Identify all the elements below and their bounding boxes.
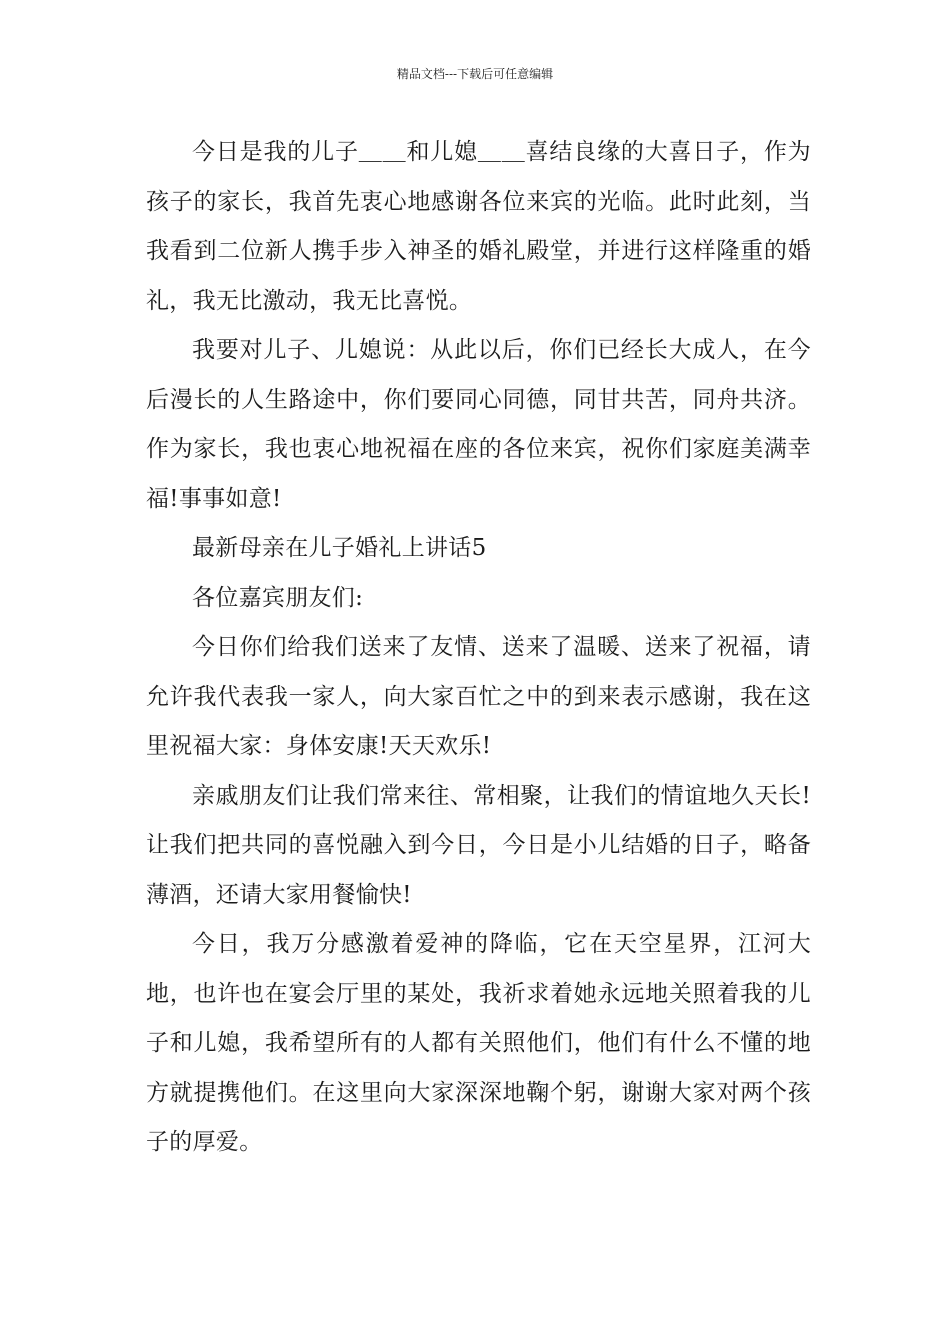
paragraph-opening-thanks: 今日是我的儿子＿＿和儿媳＿＿喜结良缘的大喜日子，作为孩子的家长，我首先衷心地感谢各位来宾的光临。此时此刻，当我看到二位新人携手步入神圣的婚礼殿堂，并进行这样隆重的婚礼，我无比激动，我无比喜悦。: [146, 139, 811, 314]
section-title: 最新母亲在儿子婚礼上讲话5: [192, 535, 487, 561]
paragraph-friends-relatives: 亲戚朋友们让我们常来往、常相聚，让我们的情谊地久天长!让我们把共同的喜悦融入到今日，今日是小儿结婚的日子，略备薄酒，还请大家用餐愉快!: [146, 782, 811, 908]
paragraph-closing-gratitude: 今日，我万分感激着爱神的降临，它在天空星界，江河大地，也许也在宴会厅里的某处，我祈求着她永远地关照着我的儿子和儿媳，我希望所有的人都有关照他们，他们有什么不懂的地方就提携他们。在这里向大家深深地鞠个躬，谢谢大家对两个孩子的厚爱。: [146, 931, 811, 1155]
document-body: [146, 128, 811, 1168]
paragraph-thanks-guests: 今日你们给我们送来了友情、送来了温暖、送来了祝福，请允许我代表我一家人，向大家百忙之中的到来表示感谢，我在这里祝福大家：身体安康!天天欢乐!: [146, 634, 811, 759]
paragraph-message-to-couple: 我要对儿子、儿媳说：从此以后，你们已经长大成人，在今后漫长的人生路途中，你们要同心同德，同甘共苦，同舟共济。作为家长，我也衷心地祝福在座的各位来宾，祝你们家庭美满幸福!事事如意!: [146, 337, 811, 512]
page-header: 精品文档---下载后可任意编辑: [396, 67, 554, 81]
salutation: 各位嘉宾朋友们:: [192, 584, 364, 611]
